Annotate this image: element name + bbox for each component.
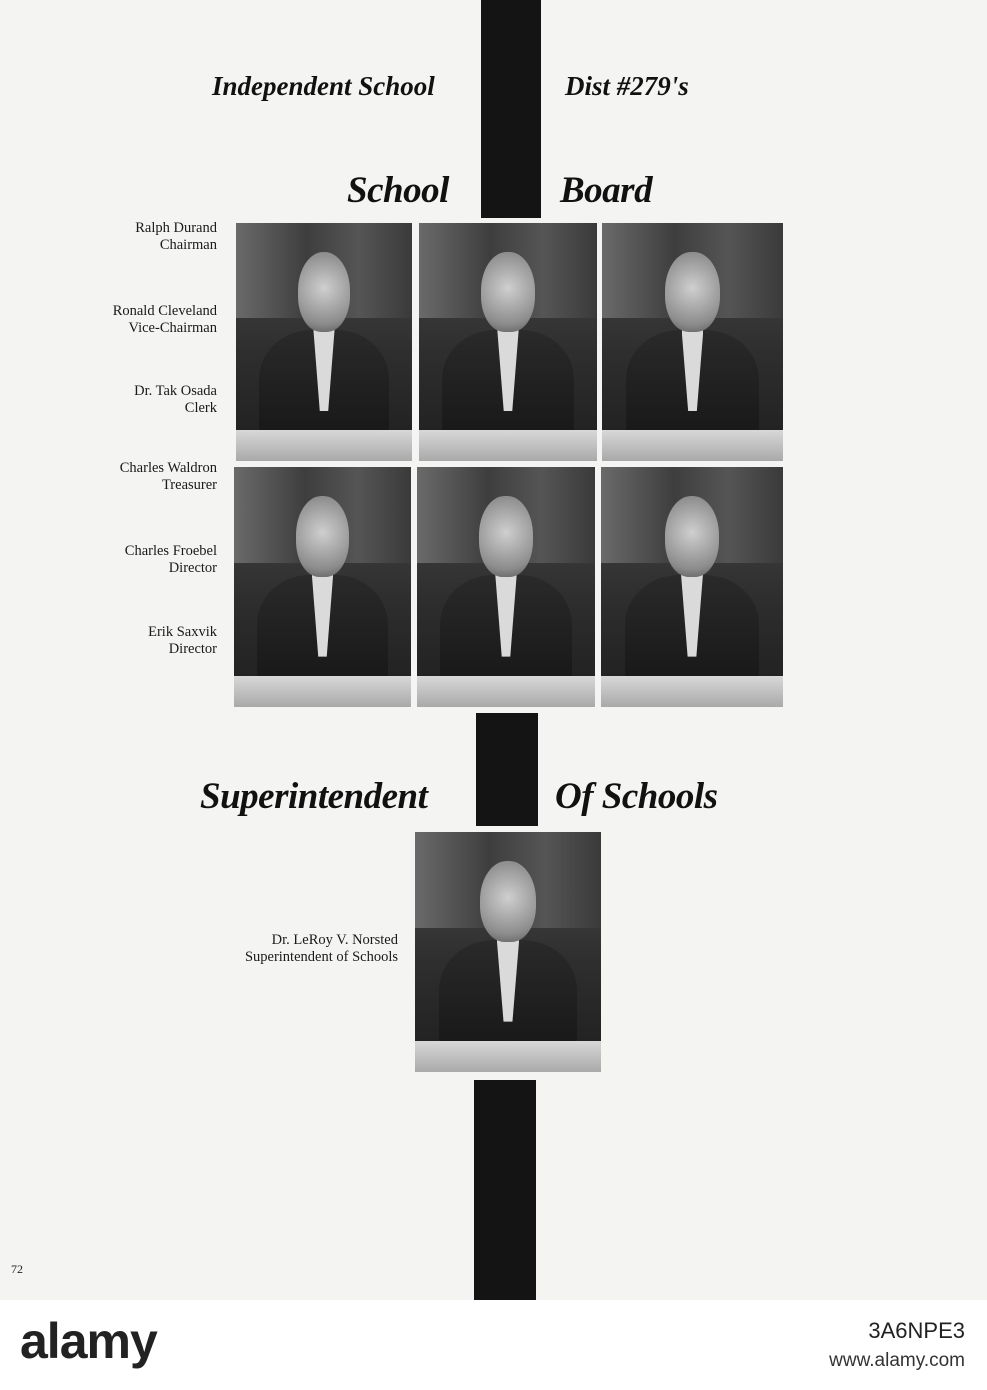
watermark-image-id: 3A6NPE3 [868,1318,965,1343]
superintendent-name: Dr. LeRoy V. Norsted [271,932,398,948]
member-name: Charles Froebel [124,543,217,559]
board-member [135,220,217,254]
member-title: Director [168,641,217,657]
superintendent-title: Superintendent of Schools [244,949,398,965]
board-member-photo [234,467,411,707]
board-member [134,383,217,417]
board-member-photo [419,223,597,461]
board-member-photo [236,223,412,461]
member-title: Chairman [159,237,217,253]
heading-dist-279: Dist #279's [565,71,689,101]
heading-board: Board [560,170,653,211]
watermark-url: www.alamy.com [829,1350,965,1371]
board-member-photo [417,467,595,707]
board-member [148,624,217,658]
superintendent-photo [415,832,601,1072]
heading-superintendent: Superintendent [200,776,428,817]
board-member-list [40,0,217,700]
member-title: Clerk [184,400,217,416]
member-name: Erik Saxvik [148,624,217,640]
member-title: Vice-Chairman [128,320,217,336]
member-name: Charles Waldron [119,460,217,476]
middle-vertical-bar [476,713,538,826]
board-member [120,460,217,494]
member-name: Ronald Cleveland [112,303,217,319]
member-title: Treasurer [161,477,217,493]
member-title: Director [168,560,217,576]
board-member [113,303,217,337]
board-member-photo [602,223,783,461]
superintendent-caption [180,932,398,966]
member-name: Dr. Tak Osada [134,383,217,399]
page-number: 72 [11,1262,23,1276]
bottom-vertical-bar [474,1080,536,1300]
member-name: Ralph Durand [135,220,217,236]
board-member-photo [601,467,783,707]
board-member [125,543,217,577]
top-vertical-bar [481,0,541,218]
heading-school: School [347,170,449,211]
watermark-logo: alamy [20,1313,157,1369]
heading-of-schools: Of Schools [555,776,718,817]
heading-independent-school: Independent School [212,71,435,101]
